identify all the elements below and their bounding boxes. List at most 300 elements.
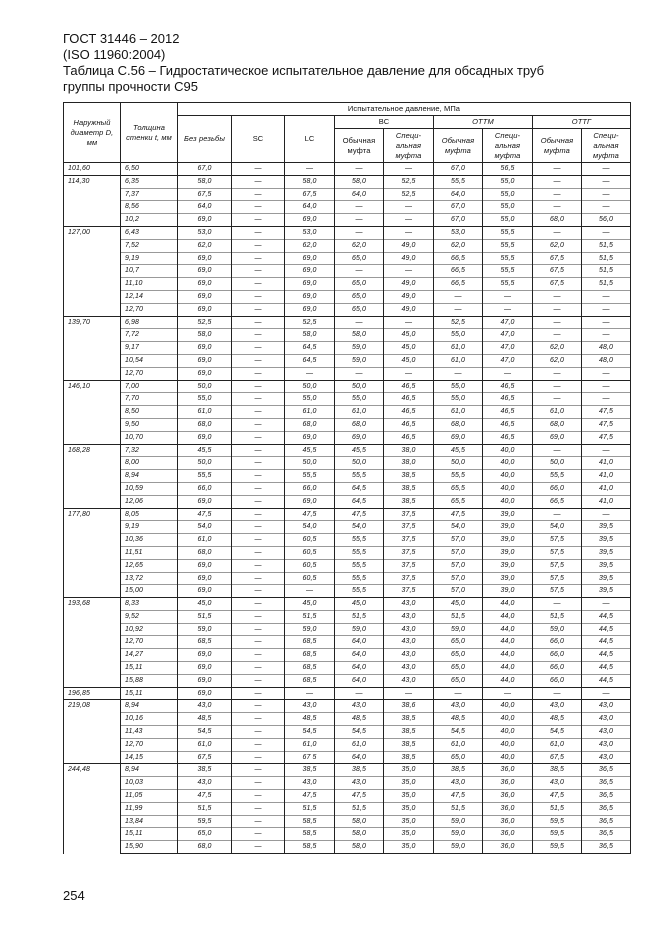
pressure-cell: — <box>232 559 285 572</box>
pressure-cell: — <box>483 687 533 700</box>
pressure-cell: 39,0 <box>483 534 533 547</box>
table-row <box>64 777 631 790</box>
pressure-cell: 36,5 <box>582 815 631 828</box>
pressure-cell: 39,5 <box>582 521 631 534</box>
pressure-cell: — <box>335 163 384 176</box>
pressure-cell: 52,5 <box>384 175 434 188</box>
pressure-cell: 39,0 <box>483 521 533 534</box>
pressure-cell: — <box>232 214 285 227</box>
pressure-cell: 49,0 <box>384 290 434 303</box>
pressure-cell: — <box>232 572 285 585</box>
pressure-cell: 36,0 <box>483 828 533 841</box>
pressure-cell: — <box>232 265 285 278</box>
pressure-cell: 54,0 <box>285 521 335 534</box>
thickness-cell: 12,14 <box>121 290 178 303</box>
pressure-cell: — <box>232 636 285 649</box>
pressure-cell: 39,0 <box>483 572 533 585</box>
thickness-cell: 10,70 <box>121 431 178 444</box>
pressure-cell: 61,0 <box>178 406 232 419</box>
pressure-cell: 55,5 <box>335 470 384 483</box>
pressure-cell: — <box>232 508 285 521</box>
pressure-cell: 68,0 <box>178 546 232 559</box>
thickness-cell: 14,15 <box>121 751 178 764</box>
thickness-cell: 15,00 <box>121 585 178 598</box>
pressure-cell: — <box>232 777 285 790</box>
pressure-cell: 44,5 <box>582 674 631 687</box>
table-row <box>64 495 631 508</box>
pressure-cell: 35,0 <box>384 764 434 777</box>
pressure-cell: 69,0 <box>285 265 335 278</box>
pressure-cell: — <box>533 226 582 239</box>
pressure-cell: 36,0 <box>483 841 533 854</box>
pressure-cell: — <box>533 687 582 700</box>
pressure-cell: 61,0 <box>178 738 232 751</box>
pressure-cell: 56,5 <box>483 163 533 176</box>
pressure-cell: 69,0 <box>178 278 232 291</box>
pressure-cell: 44,0 <box>483 598 533 611</box>
pressure-cell: — <box>533 316 582 329</box>
table-row <box>64 828 631 841</box>
pressure-cell: 61,0 <box>434 738 483 751</box>
pressure-cell: 39,0 <box>483 546 533 559</box>
pressure-cell: 46,5 <box>384 380 434 393</box>
pressure-cell: — <box>232 534 285 547</box>
table-row <box>64 418 631 431</box>
thickness-cell: 13,72 <box>121 572 178 585</box>
thickness-cell: 15,11 <box>121 687 178 700</box>
pressure-cell: 69,0 <box>178 649 232 662</box>
pressure-cell: 69,0 <box>178 290 232 303</box>
thickness-cell: 9,17 <box>121 342 178 355</box>
pressure-cell: 59,5 <box>533 828 582 841</box>
pressure-cell: 58,5 <box>285 828 335 841</box>
pressure-cell: 64,0 <box>335 751 384 764</box>
pressure-cell: 52,5 <box>178 316 232 329</box>
pressure-cell: 51,5 <box>178 610 232 623</box>
pressure-cell: 43,0 <box>533 700 582 713</box>
pressure-cell: 64,5 <box>285 354 335 367</box>
pressure-cell: — <box>533 303 582 316</box>
pressure-cell: 48,5 <box>335 713 384 726</box>
pressure-cell: 39,5 <box>582 585 631 598</box>
pressure-cell: 41,0 <box>582 495 631 508</box>
pressure-cell: 65,0 <box>335 290 384 303</box>
pressure-cell: — <box>232 354 285 367</box>
table-row <box>64 380 631 393</box>
pressure-cell: — <box>232 495 285 508</box>
pressure-cell: 55,5 <box>533 470 582 483</box>
pressure-cell: 47,5 <box>434 508 483 521</box>
thickness-cell: 12,70 <box>121 738 178 751</box>
pressure-cell: 68,0 <box>335 418 384 431</box>
pressure-cell: 67,0 <box>434 201 483 214</box>
table-row <box>64 841 631 854</box>
pressure-cell: 62,0 <box>533 342 582 355</box>
pressure-cell: 55,0 <box>434 329 483 342</box>
pressure-cell: 67,5 <box>533 265 582 278</box>
outer-diameter-cell: 168,28 <box>64 444 121 508</box>
pressure-cell: 47,5 <box>533 790 582 803</box>
pressure-cell: 68,0 <box>434 418 483 431</box>
thickness-cell: 11,43 <box>121 726 178 739</box>
pressure-cell: 61,0 <box>533 738 582 751</box>
pressure-cell: 64,0 <box>335 649 384 662</box>
pressure-cell: 55,0 <box>483 214 533 227</box>
pressure-cell: 58,0 <box>178 329 232 342</box>
pressure-cell: — <box>232 418 285 431</box>
thickness-cell: 14,27 <box>121 649 178 662</box>
pressure-cell: 67,5 <box>533 751 582 764</box>
pressure-cell: 55,5 <box>335 572 384 585</box>
pressure-cell: — <box>483 367 533 380</box>
table-row <box>64 738 631 751</box>
pressure-cell: — <box>232 623 285 636</box>
pressure-cell: — <box>232 290 285 303</box>
table-row <box>64 354 631 367</box>
pressure-cell: 51,5 <box>533 802 582 815</box>
pressure-cell: — <box>533 444 582 457</box>
pressure-cell: 66,5 <box>434 265 483 278</box>
thickness-cell: 12,70 <box>121 367 178 380</box>
pressure-cell: 46,5 <box>483 393 533 406</box>
col-bc-special: Специ-альная муфта <box>384 129 434 163</box>
pressure-cell: 45,5 <box>434 444 483 457</box>
pressure-cell: 44,5 <box>582 636 631 649</box>
pressure-cell: 43,0 <box>384 674 434 687</box>
pressure-cell: 53,0 <box>178 226 232 239</box>
pressure-cell: 47,5 <box>285 508 335 521</box>
pressure-cell: 43,0 <box>582 738 631 751</box>
pressure-cell: 60,5 <box>285 546 335 559</box>
pressure-cell: — <box>232 598 285 611</box>
pressure-cell: 46,5 <box>384 431 434 444</box>
table-row <box>64 585 631 598</box>
pressure-cell: 44,5 <box>582 662 631 675</box>
thickness-cell: 8,56 <box>121 201 178 214</box>
table-row <box>64 252 631 265</box>
table-row <box>64 226 631 239</box>
pressure-cell: — <box>232 188 285 201</box>
pressure-cell: 35,0 <box>384 802 434 815</box>
thickness-cell: 9,19 <box>121 521 178 534</box>
pressure-cell: 54,0 <box>335 521 384 534</box>
pressure-cell: — <box>582 290 631 303</box>
pressure-cell: — <box>582 380 631 393</box>
pressure-cell: 57,0 <box>434 572 483 585</box>
pressure-cell: 50,0 <box>285 457 335 470</box>
pressure-cell: 43,0 <box>434 700 483 713</box>
pressure-cell: 69,0 <box>285 252 335 265</box>
col-wall-thickness: Толщина стенки t, мм <box>121 103 178 163</box>
pressure-cell: 69,0 <box>178 674 232 687</box>
pressure-cell: — <box>232 239 285 252</box>
pressure-cell: 45,5 <box>178 444 232 457</box>
thickness-cell: 10,7 <box>121 265 178 278</box>
pressure-cell: 48,5 <box>285 713 335 726</box>
pressure-cell: 48,5 <box>178 713 232 726</box>
pressure-cell: 36,0 <box>483 764 533 777</box>
table-row <box>64 457 631 470</box>
pressure-cell: 39,5 <box>582 572 631 585</box>
pressure-cell: 57,5 <box>533 585 582 598</box>
pressure-cell: — <box>232 815 285 828</box>
pressure-cell: 54,0 <box>533 521 582 534</box>
pressure-cell: — <box>582 303 631 316</box>
pressure-cell: 40,0 <box>483 470 533 483</box>
pressure-cell: 51,5 <box>434 802 483 815</box>
pressure-cell: 69,0 <box>178 367 232 380</box>
pressure-cell: 36,5 <box>582 777 631 790</box>
table-row <box>64 239 631 252</box>
pressure-cell: — <box>232 252 285 265</box>
pressure-cell: 45,0 <box>384 342 434 355</box>
pressure-cell: 69,0 <box>178 687 232 700</box>
pressure-cell: — <box>232 175 285 188</box>
col-ottm-regular: Обычная муфта <box>434 129 483 163</box>
pressure-cell: — <box>232 316 285 329</box>
pressure-cell: 51,5 <box>335 610 384 623</box>
thickness-cell: 10,16 <box>121 713 178 726</box>
pressure-cell: 65,5 <box>434 482 483 495</box>
pressure-cell: 67,0 <box>434 163 483 176</box>
pressure-cell: 54,5 <box>335 726 384 739</box>
table-row <box>64 290 631 303</box>
pressure-cell: 36,0 <box>483 777 533 790</box>
thickness-cell: 15,90 <box>121 841 178 854</box>
pressure-cell: 45,5 <box>285 444 335 457</box>
pressure-cell: 57,5 <box>533 559 582 572</box>
thickness-cell: 9,50 <box>121 418 178 431</box>
pressure-cell: 67,0 <box>178 163 232 176</box>
pressure-cell: 41,0 <box>582 457 631 470</box>
pressure-cell: 54,5 <box>285 726 335 739</box>
pressure-cell: 40,0 <box>483 751 533 764</box>
pressure-cell: 44,0 <box>483 674 533 687</box>
pressure-cell: — <box>582 316 631 329</box>
pressure-cell: 46,5 <box>384 406 434 419</box>
pressure-cell: — <box>384 265 434 278</box>
pressure-cell: — <box>232 470 285 483</box>
pressure-cell: — <box>232 674 285 687</box>
pressure-cell: 48,0 <box>582 354 631 367</box>
pressure-cell: 69,0 <box>178 214 232 227</box>
col-bc: BC <box>335 116 434 129</box>
thickness-cell: 10,54 <box>121 354 178 367</box>
col-bc-regular: Обычная муфта <box>335 129 384 163</box>
pressure-cell: — <box>232 393 285 406</box>
thickness-cell: 12,65 <box>121 559 178 572</box>
pressure-cell: — <box>232 278 285 291</box>
pressure-cell: — <box>232 751 285 764</box>
pressure-cell: 38,0 <box>384 457 434 470</box>
pressure-cell: 61,0 <box>285 738 335 751</box>
pressure-cell: 64,5 <box>285 342 335 355</box>
pressure-cell: 43,0 <box>384 662 434 675</box>
pressure-cell: 36,0 <box>483 815 533 828</box>
pressure-cell: 44,0 <box>483 636 533 649</box>
pressure-cell: 61,0 <box>335 406 384 419</box>
pressure-cell: 59,0 <box>335 342 384 355</box>
pressure-cell: 36,0 <box>483 790 533 803</box>
pressure-cell: 51,5 <box>178 802 232 815</box>
pressure-cell: — <box>384 316 434 329</box>
pressure-cell: 35,0 <box>384 841 434 854</box>
pressure-cell: — <box>483 290 533 303</box>
pressure-cell: 60,5 <box>285 572 335 585</box>
pressure-cell: 54,5 <box>178 726 232 739</box>
table-row <box>64 790 631 803</box>
pressure-cell: 55,5 <box>483 278 533 291</box>
pressure-cell: 51,5 <box>285 610 335 623</box>
table-row <box>64 726 631 739</box>
pressure-cell: 51,5 <box>582 265 631 278</box>
pressure-cell: 36,5 <box>582 764 631 777</box>
pressure-cell: 40,0 <box>483 738 533 751</box>
pressure-cell: 55,0 <box>483 201 533 214</box>
pressure-cell: 35,0 <box>384 828 434 841</box>
pressure-cell: 53,0 <box>285 226 335 239</box>
pressure-cell: 69,0 <box>285 290 335 303</box>
pressure-cell: 39,5 <box>582 534 631 547</box>
pressure-cell: 45,0 <box>384 354 434 367</box>
pressure-cell: — <box>384 367 434 380</box>
thickness-cell: 10,2 <box>121 214 178 227</box>
pressure-cell: 58,5 <box>285 841 335 854</box>
pressure-cell: 69,0 <box>178 252 232 265</box>
pressure-cell: 47,5 <box>582 431 631 444</box>
table-row <box>64 406 631 419</box>
table-row <box>64 393 631 406</box>
pressure-cell: 58,0 <box>335 815 384 828</box>
pressure-cell: — <box>232 687 285 700</box>
pressure-cell: 35,0 <box>384 790 434 803</box>
thickness-cell: 8,00 <box>121 457 178 470</box>
thickness-cell: 9,19 <box>121 252 178 265</box>
pressure-cell: 65,0 <box>178 828 232 841</box>
pressure-cell: 69,0 <box>178 354 232 367</box>
pressure-cell: 69,0 <box>285 303 335 316</box>
pressure-cell: 45,5 <box>335 444 384 457</box>
pressure-cell: 44,0 <box>483 623 533 636</box>
table-row <box>64 534 631 547</box>
pressure-cell: 68,5 <box>285 636 335 649</box>
pressure-cell: 36,0 <box>483 802 533 815</box>
pressure-cell: 43,0 <box>582 713 631 726</box>
pressure-cell: — <box>232 457 285 470</box>
pressure-cell: 40,0 <box>483 495 533 508</box>
pressure-cell: 44,5 <box>582 623 631 636</box>
pressure-cell: — <box>232 764 285 777</box>
pressure-cell: 43,0 <box>582 751 631 764</box>
pressure-cell: 38,5 <box>384 713 434 726</box>
iso-reference: (ISO 11960:2004) <box>63 47 166 62</box>
pressure-cell: 50,0 <box>178 380 232 393</box>
pressure-cell: 61,0 <box>434 406 483 419</box>
pressure-cell: 67,5 <box>533 252 582 265</box>
table-row <box>64 431 631 444</box>
pressure-cell: — <box>533 188 582 201</box>
pressure-cell: 69,0 <box>178 585 232 598</box>
pressure-cell: 49,0 <box>384 252 434 265</box>
pressure-cell: 69,0 <box>285 214 335 227</box>
col-ottm: ОТТМ <box>434 116 533 129</box>
pressure-cell: 50,0 <box>285 380 335 393</box>
pressure-cell: — <box>232 610 285 623</box>
pressure-cell: — <box>232 521 285 534</box>
pressure-cell: 51,5 <box>285 802 335 815</box>
table-row <box>64 764 631 777</box>
pressure-cell: — <box>232 802 285 815</box>
pressure-cell: — <box>232 649 285 662</box>
pressure-cell: 62,0 <box>285 239 335 252</box>
pressure-cell: 51,5 <box>434 610 483 623</box>
pressure-cell: 46,5 <box>384 418 434 431</box>
pressure-cell: 59,0 <box>335 623 384 636</box>
thickness-cell: 13,84 <box>121 815 178 828</box>
pressure-cell: 57,0 <box>434 559 483 572</box>
pressure-cell: — <box>434 303 483 316</box>
table-row <box>64 342 631 355</box>
pressure-cell: — <box>232 444 285 457</box>
table-title: Таблица С.56 – Гидростатическое испытательное давление для обсадных труб <box>63 63 545 78</box>
pressure-cell: 51,5 <box>582 278 631 291</box>
pressure-cell: 58,0 <box>335 828 384 841</box>
pressure-cell: — <box>335 265 384 278</box>
pressure-cell: 45,0 <box>285 598 335 611</box>
pressure-cell: — <box>232 546 285 559</box>
thickness-cell: 15,11 <box>121 662 178 675</box>
pressure-cell: 62,0 <box>335 239 384 252</box>
pressure-cell: 67,5 <box>285 188 335 201</box>
pressure-cell: 45,0 <box>178 598 232 611</box>
pressure-cell: — <box>232 380 285 393</box>
pressure-cell: 45,0 <box>434 598 483 611</box>
pressure-cell: — <box>533 393 582 406</box>
pressure-cell: 37,5 <box>384 559 434 572</box>
thickness-cell: 15,88 <box>121 674 178 687</box>
pressure-cell: — <box>232 738 285 751</box>
pressure-cell: — <box>582 226 631 239</box>
pressure-cell: 40,0 <box>483 457 533 470</box>
pressure-cell: 47,0 <box>483 354 533 367</box>
pressure-cell: 62,0 <box>533 354 582 367</box>
pressure-cell: — <box>384 226 434 239</box>
pressure-cell: 37,5 <box>384 508 434 521</box>
pressure-cell: 35,0 <box>384 815 434 828</box>
pressure-cell: 58,0 <box>335 329 384 342</box>
outer-diameter-cell: 177,80 <box>64 508 121 598</box>
pressure-cell: 39,0 <box>483 508 533 521</box>
thickness-cell: 10,59 <box>121 482 178 495</box>
outer-diameter-cell: 193,68 <box>64 598 121 688</box>
table-row <box>64 662 631 675</box>
outer-diameter-cell: 127,00 <box>64 226 121 316</box>
pressure-cell: 44,5 <box>582 649 631 662</box>
pressure-cell: 55,0 <box>434 393 483 406</box>
pressure-cell: 69,0 <box>533 431 582 444</box>
pressure-cell: 46,5 <box>483 406 533 419</box>
table-row <box>64 316 631 329</box>
pressure-cell: — <box>384 214 434 227</box>
table-row <box>64 201 631 214</box>
pressure-cell: 40,0 <box>483 700 533 713</box>
table-row <box>64 649 631 662</box>
pressure-cell: 47,0 <box>483 329 533 342</box>
pressure-cell: 40,0 <box>483 444 533 457</box>
pressure-cell: 46,5 <box>384 393 434 406</box>
pressure-cell: 64,0 <box>178 201 232 214</box>
pressure-cell: 55,5 <box>335 534 384 547</box>
